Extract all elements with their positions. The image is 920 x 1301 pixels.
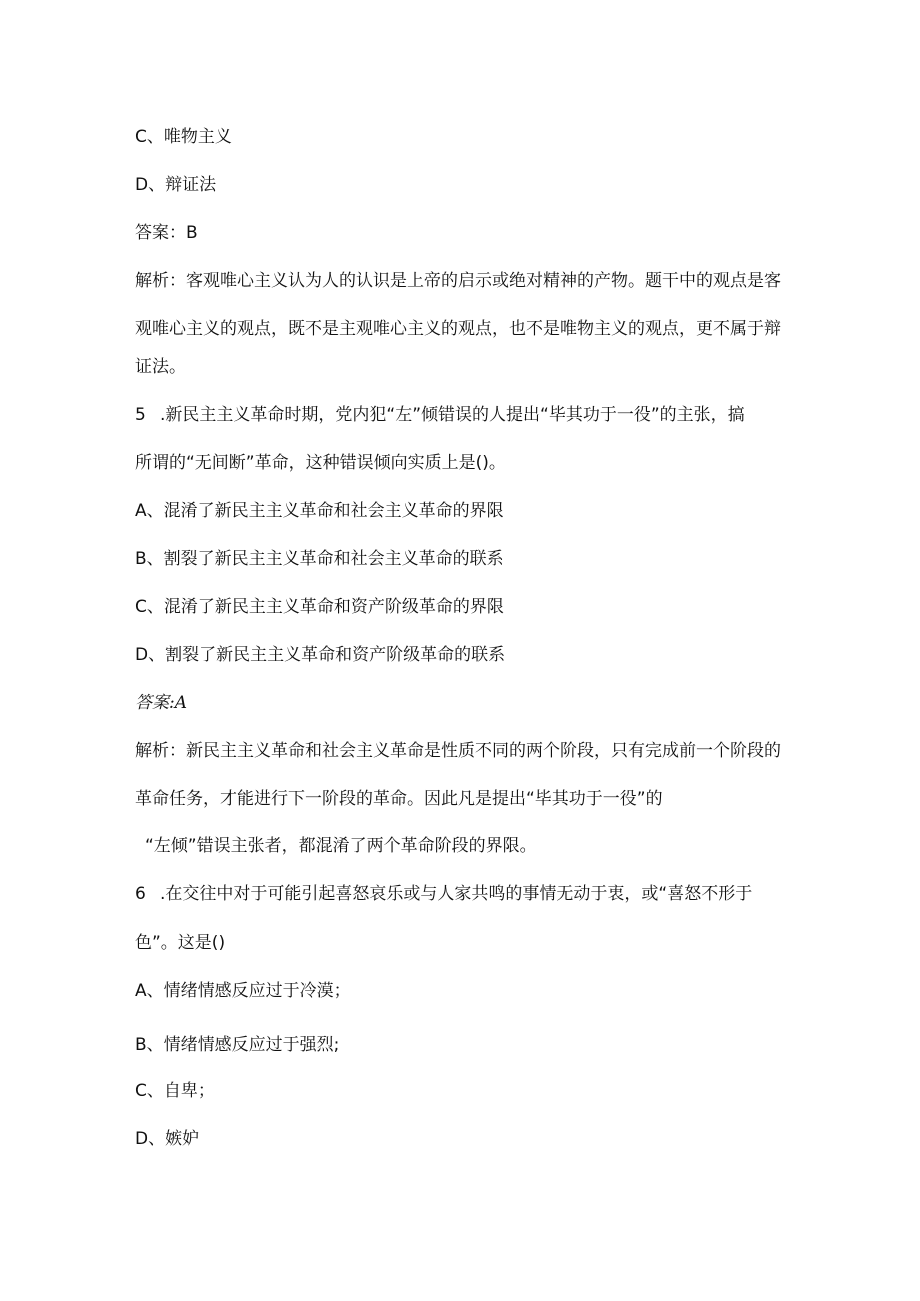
question-number: 6 xyxy=(135,884,146,904)
option-separator: 、 xyxy=(146,549,164,569)
option-text: 嫉妒 xyxy=(165,1129,200,1149)
question-number: 5 xyxy=(135,405,146,425)
option-letter: D xyxy=(135,645,149,665)
q6-option-a xyxy=(135,979,351,1003)
option-separator: 、 xyxy=(146,597,164,617)
option-letter: B xyxy=(135,1035,147,1055)
q5-answer: 答案:A xyxy=(135,693,188,713)
q6-option-d xyxy=(135,1127,199,1151)
option-separator: 、 xyxy=(148,645,166,665)
q4-option-d xyxy=(135,173,216,197)
option-separator: 、 xyxy=(146,127,164,147)
q6-option-b xyxy=(135,1033,339,1057)
q4-analysis-line-3: 证法。 xyxy=(135,357,186,377)
option-letter: C xyxy=(135,597,147,617)
option-letter: D xyxy=(135,175,149,195)
q5-option-c xyxy=(135,595,504,619)
option-letter: C xyxy=(135,1081,147,1101)
q4-answer: 答案：B xyxy=(135,223,198,243)
option-text: 情绪情感反应过于强烈; xyxy=(163,1035,340,1055)
option-letter: A xyxy=(135,501,147,521)
q5-stem-line-2: 所谓的“无间断”革命，这种错误倾向实质上是()。 xyxy=(135,453,506,473)
option-text: 辩证法 xyxy=(165,175,217,195)
question-text: .新民主主义革命时期，党内犯“左”倾错误的人提出“毕其功于一役”的主张，搞 xyxy=(160,405,745,425)
q6-stem-line-2: 色”。这是() xyxy=(135,933,226,953)
q5-analysis-line-1: 解析：新民主主义革命和社会主义革命是性质不同的两个阶段，只有完成前一个阶段的 xyxy=(135,741,781,761)
option-letter: C xyxy=(135,127,147,147)
option-letter: A xyxy=(135,981,147,1001)
option-letter: B xyxy=(135,549,147,569)
q4-option-c xyxy=(135,125,232,149)
q4-analysis-line-2: 观唯心主义的观点，既不是主观唯心主义的观点，也不是唯物主义的观点，更不属于辩 xyxy=(135,319,781,339)
q6-option-c xyxy=(135,1079,215,1103)
q5-analysis-line-3: “左倾”错误主张者，都混淆了两个革命阶段的界限。 xyxy=(145,836,537,856)
option-separator: 、 xyxy=(146,1035,164,1055)
q5-option-b xyxy=(135,547,504,571)
option-text: 割裂了新民主主义革命和资产阶级革命的联系 xyxy=(165,645,506,665)
q4-analysis-line-1: 解析：客观唯心主义认为人的认识是上帝的启示或绝对精神的产物。题干中的观点是客 xyxy=(135,271,781,291)
q5-analysis-line-2: 革命任务，才能进行下一阶段的革命。因此凡是提出“毕其功于一役”的 xyxy=(135,789,663,809)
option-separator: 、 xyxy=(146,1081,164,1101)
option-separator: 、 xyxy=(146,501,164,521)
option-text: 混淆了新民主主义革命和资产阶级革命的界限 xyxy=(163,597,504,617)
option-separator: 、 xyxy=(148,1129,166,1149)
q5-stem-line-1 xyxy=(135,403,745,427)
question-text: .在交往中对于可能引起喜怒哀乐或与人家共鸣的事情无动于衷，或“喜怒不形于 xyxy=(160,884,753,904)
option-text: 混淆了新民主主义革命和社会主义革命的界限 xyxy=(163,501,504,521)
q5-option-d xyxy=(135,643,505,667)
q5-option-a xyxy=(135,499,504,523)
option-text: 割裂了新民主主义革命和社会主义革命的联系 xyxy=(163,549,504,569)
option-separator: 、 xyxy=(148,175,166,195)
q6-stem-line-1 xyxy=(135,882,752,906)
option-separator: 、 xyxy=(146,981,164,1001)
option-letter: D xyxy=(135,1129,149,1149)
option-text: 自卑； xyxy=(163,1081,215,1101)
option-text: 唯物主义 xyxy=(163,127,232,147)
option-text: 情绪情感反应过于冷漠； xyxy=(163,981,351,1001)
